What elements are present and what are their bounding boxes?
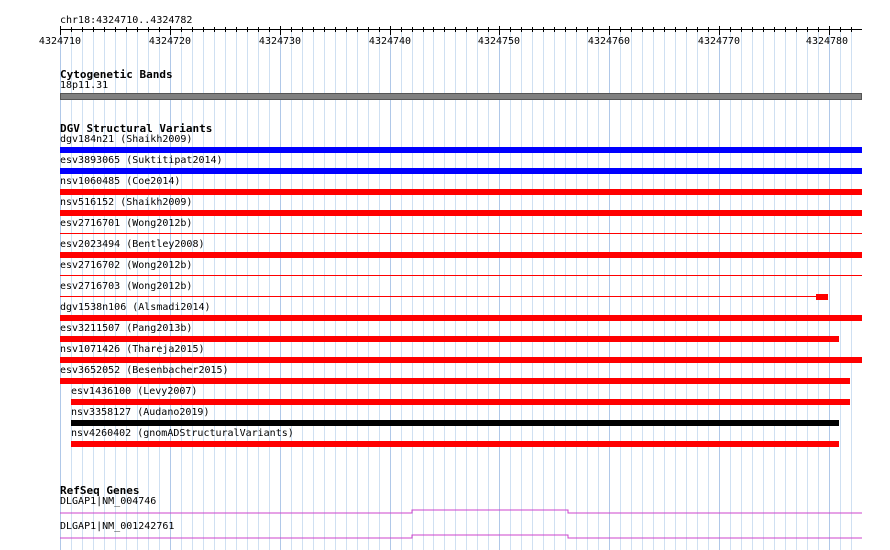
variant-bar[interactable] — [60, 210, 862, 216]
gene-intron-line[interactable] — [60, 506, 862, 516]
variant-label: esv3652052 (Besenbacher2015) — [60, 365, 229, 376]
ruler-axis — [60, 29, 862, 30]
variant-label: esv2023494 (Bentley2008) — [60, 239, 205, 250]
cytoband-bar[interactable] — [60, 93, 862, 100]
variant-bar[interactable] — [60, 357, 862, 363]
cytoband-label: 18p11.31 — [60, 80, 109, 91]
variant-bar[interactable] — [60, 189, 862, 195]
variant-bar[interactable] — [60, 315, 862, 321]
variant-bar[interactable] — [71, 441, 839, 447]
variant-label: nsv3358127 (Audano2019) — [71, 407, 210, 418]
gene-intron-line[interactable] — [60, 532, 862, 542]
gene-label: DLGAP1|NM_004746 — [60, 496, 157, 507]
gene-label: DLGAP1|NM_001242761 — [60, 521, 175, 532]
variant-line[interactable] — [60, 296, 816, 297]
variant-label: dgv1538n106 (Alsmadi2014) — [60, 302, 211, 313]
variant-label: esv2716701 (Wong2012b) — [60, 218, 193, 229]
refseq-track-title: RefSeq Genes — [60, 484, 140, 497]
variant-label: esv3211507 (Pang2013b) — [60, 323, 193, 334]
variant-bar[interactable] — [71, 399, 850, 405]
cytoband-track-title: Cytogenetic Bands — [60, 68, 173, 81]
ruler-tick-label: 4324740 — [368, 36, 412, 47]
variant-label: nsv4260402 (gnomADStructuralVariants) — [71, 428, 294, 439]
ruler-tick-label: 4324750 — [477, 36, 521, 47]
variant-bar[interactable] — [60, 147, 862, 153]
ruler-location: chr18:4324710..4324782 — [60, 15, 193, 26]
ruler-tick-label: 4324770 — [697, 36, 741, 47]
variant-bar[interactable] — [60, 168, 862, 174]
variant-label: nsv1071426 (Thareja2015) — [60, 344, 205, 355]
variant-label: nsv1060485 (Coe2014) — [60, 176, 181, 187]
ruler-tick-label: 4324710 — [38, 36, 82, 47]
ruler-tick-label: 4324730 — [258, 36, 302, 47]
variant-label: nsv516152 (Shaikh2009) — [60, 197, 193, 208]
ruler-tick-label: 4324780 — [805, 36, 849, 47]
ruler-tick-label: 4324720 — [148, 36, 192, 47]
dgv-track-title: DGV Structural Variants — [60, 122, 213, 135]
variant-label: esv3893065 (Suktitipat2014) — [60, 155, 223, 166]
ruler-tick-label: 4324760 — [587, 36, 631, 47]
variant-label: esv2716702 (Wong2012b) — [60, 260, 193, 271]
variant-label: esv2716703 (Wong2012b) — [60, 281, 193, 292]
variant-bar[interactable] — [71, 420, 839, 426]
variant-bar[interactable] — [60, 252, 862, 258]
variant-label: esv1436100 (Levy2007) — [71, 386, 198, 397]
variant-line[interactable] — [60, 275, 862, 276]
variant-block[interactable] — [816, 294, 828, 300]
variant-bar[interactable] — [60, 336, 839, 342]
variant-line[interactable] — [60, 233, 862, 234]
variant-bar[interactable] — [60, 378, 850, 384]
variant-label: dgv184n21 (Shaikh2009) — [60, 134, 193, 145]
